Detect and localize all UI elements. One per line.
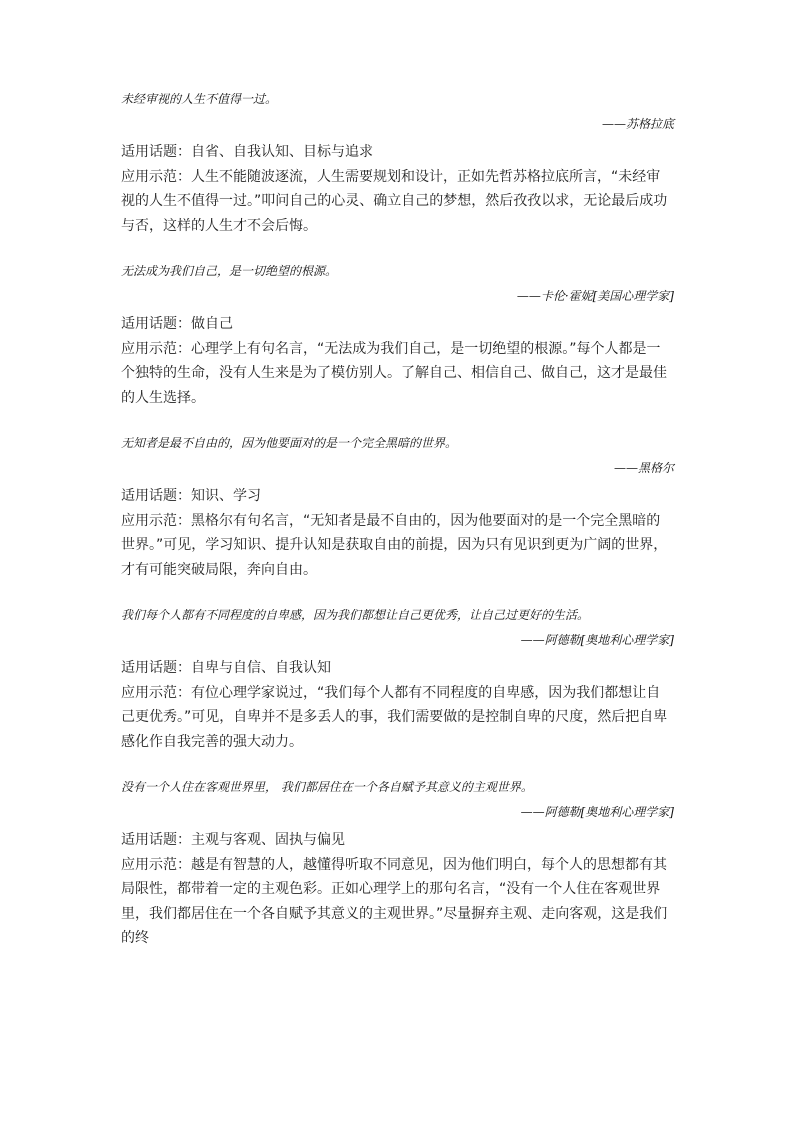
quote-list: [121, 88, 674, 973]
quote-author: ——黑格尔: [613, 461, 674, 475]
example-text: 心理学上有句名言，“无法成为我们自己，是一切绝望的根源。”每个人都是一个独特的生命，没有人生来是为了模仿别人。了解自己、相信自己、做自己，这才是最佳的人生选择。: [121, 340, 667, 406]
quote-text: 没有一个人住在客观世界里， 我们都居住在一个各自赋予其意义的主观世界。: [121, 780, 533, 794]
example-label: 应用示范：: [121, 684, 191, 701]
topic-label: 适用话题：: [121, 832, 191, 848]
example-text: 人生不能随波逐流，人生需要规划和设计，正如先哲苏格拉底所言，“未经审视的人生不值得一过。”叩问自己的心灵、确立自己的梦想，然后孜孜以求，无论最后成功与否，这样的人生才不会后悔。: [121, 168, 668, 234]
quote-text: 未经审视的人生不值得一过。: [121, 92, 278, 106]
example-label: 应用示范：: [121, 856, 191, 873]
example-label: 应用示范：: [121, 512, 191, 529]
example-line: [121, 337, 674, 411]
quote-author: ——阿德勒[奥地利心理学家]: [520, 805, 674, 819]
example-text: 越是有智慧的人，越懂得听取不同意见，因为他们明白，每个人的思想都有其局限性，都带着一定的主观色彩。正如心理学上的那句名言，“没有一个人住在客观世界里，我们都居住在一个各自赋予其意义的主观世界。”尽量摒弃主观、走向客观，这是我们的终: [121, 856, 668, 946]
topic-text: 主观与客观、固执与偏见: [191, 832, 345, 848]
topic-text: 知识、学习: [191, 488, 261, 504]
topic-line: [121, 484, 674, 509]
quote-author: ——卡伦·霍妮[美国心理学家]: [516, 289, 674, 303]
topic-line: [121, 828, 674, 853]
topic-text: 自省、自我认知、目标与追求: [191, 144, 373, 160]
quote-entry: [121, 432, 674, 582]
quote-text: 无知者是最不自由的，因为他要面对的是一个完全黑暗的世界。: [121, 436, 458, 450]
topic-line: [121, 656, 674, 681]
quote-text: 无法成为我们自己，是一切绝望的根源。: [121, 264, 338, 278]
quote-entry: [121, 88, 674, 238]
example-line: [121, 165, 674, 239]
quote-entry: [121, 260, 674, 410]
example-text: 有位心理学家说过，“我们每个人都有不同程度的自卑感，因为我们都想让自己更优秀。”可见，自卑并不是多丢人的事，我们需要做的是控制自卑的尺度，然后把自卑感化作自我完善的强大动力。: [121, 684, 668, 750]
example-label: 应用示范：: [121, 168, 191, 185]
example-line: [121, 853, 674, 951]
example-line: [121, 681, 674, 755]
topic-text: 做自己: [191, 316, 233, 332]
example-text: 黑格尔有句名言，“无知者是最不自由的，因为他要面对的是一个完全黑暗的世界。”可见，学习知识、提升认知是获取自由的前提，因为只有见识到更为广阔的世界，才有可能突破局限，奔向自由。: [121, 512, 668, 578]
topic-label: 适用话题：: [121, 660, 191, 676]
topic-line: [121, 140, 674, 165]
topic-text: 自卑与自信、自我认知: [191, 660, 331, 676]
example-line: [121, 509, 674, 583]
quote-author: ——阿德勒[奥地利心理学家]: [520, 633, 674, 647]
quote-author: ——苏格拉底: [601, 117, 674, 131]
topic-line: [121, 312, 674, 337]
topic-label: 适用话题：: [121, 144, 191, 160]
topic-label: 适用话题：: [121, 316, 191, 332]
quote-entry: [121, 604, 674, 754]
topic-label: 适用话题：: [121, 488, 191, 504]
quote-text: 我们每个人都有不同程度的自卑感，因为我们都想让自己更优秀，让自己过更好的生活。: [121, 608, 590, 622]
example-label: 应用示范：: [121, 340, 191, 357]
quote-entry: [121, 776, 674, 951]
